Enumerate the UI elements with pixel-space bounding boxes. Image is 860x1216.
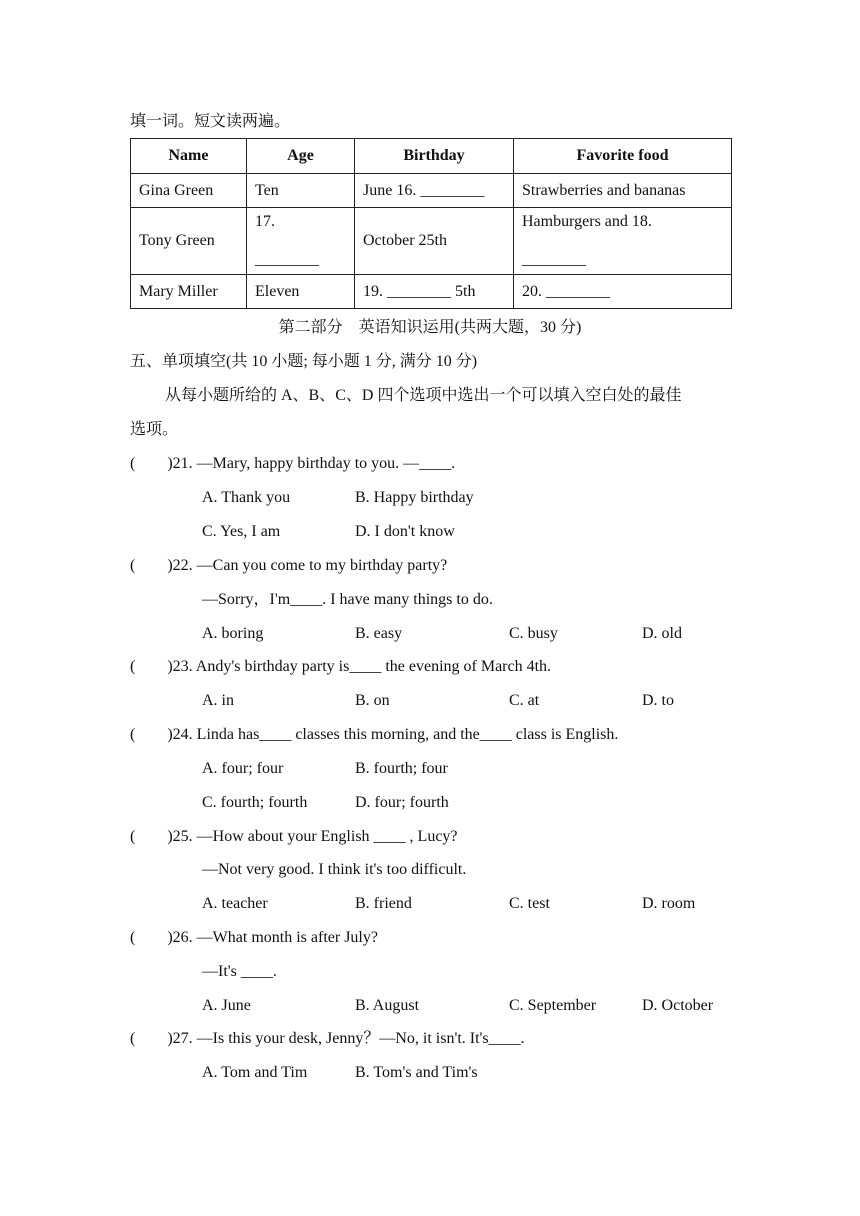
question-stem: 27. —Is this your desk, Jenny？—No, it isn't. It's____. (172, 1030, 525, 1047)
question-23 (130, 657, 551, 677)
option-d: D. room (642, 895, 696, 912)
cell (247, 208, 355, 275)
option-a: A. four; four (202, 760, 284, 777)
table-row (131, 174, 732, 208)
cell: Ten (247, 174, 355, 208)
option-a: A. teacher (202, 895, 268, 912)
answer-blank: ________ (522, 251, 586, 268)
header-age: Age (247, 139, 355, 174)
option-c: C. test (509, 895, 550, 912)
header-favorite-food: Favorite food (514, 139, 732, 174)
answer-paren: ( ) (130, 1030, 173, 1047)
option-d: D. I don't know (355, 523, 455, 540)
option-b: B. easy (355, 625, 403, 642)
option-b: B. August (355, 997, 420, 1014)
student-info-table (130, 138, 732, 309)
question-stem-reply: —Sorry，I'm____. I have many things to do. (202, 591, 493, 608)
option-b: B. Happy birthday (355, 489, 474, 506)
question-21 (130, 454, 455, 474)
answer-paren: ( ) (130, 455, 173, 472)
cell: Strawberries and bananas (514, 174, 732, 208)
option-c: C. September (509, 997, 597, 1014)
question-stem: 25. —How about your English ____ , Lucy? (172, 828, 458, 845)
cell-text: Hamburgers and 18. (522, 213, 652, 230)
intro-line: 填一词。短文读两遍。 (130, 113, 291, 130)
option-c: C. at (509, 692, 540, 709)
question-stem: 23. Andy's birthday party is____ the evening of March 4th. (172, 658, 552, 675)
question-25 (130, 827, 458, 847)
cell: Tony Green (131, 208, 247, 275)
question-26 (130, 928, 378, 948)
part-title: 第二部分 英语知识运用(共两大题，30 分) (278, 319, 582, 336)
header-name: Name (131, 139, 247, 174)
question-stem-reply: —It's ____. (202, 963, 277, 980)
instruction-line-1: 从每小题所给的 A、B、C、D 四个选项中选出一个可以填入空白处的最佳 (165, 387, 682, 404)
option-b: B. friend (355, 895, 412, 912)
option-b: B. fourth; four (355, 760, 448, 777)
option-d: D. old (642, 625, 682, 642)
option-d: D. October (642, 997, 714, 1014)
question-27 (130, 1029, 525, 1049)
option-b: B. Tom's and Tim's (355, 1064, 478, 1081)
table-header-row (131, 139, 732, 174)
question-stem: 24. Linda has____ classes this morning, and the____ class is English. (172, 726, 619, 743)
instruction-line-2: 选项。 (130, 421, 179, 438)
cell: Gina Green (131, 174, 247, 208)
cell-number: 17. (255, 213, 275, 230)
question-22 (130, 556, 447, 576)
answer-paren: ( ) (130, 658, 173, 675)
cell: October 25th (355, 208, 514, 275)
cell: Mary Miller (131, 275, 247, 309)
cell (514, 208, 732, 275)
question-stem: 26. —What month is after July? (172, 929, 378, 946)
option-c: C. busy (509, 625, 558, 642)
answer-paren: ( ) (130, 726, 173, 743)
option-a: A. Thank you (202, 489, 291, 506)
answer-paren: ( ) (130, 828, 173, 845)
question-stem: 21. —Mary, happy birthday to you. —____. (172, 455, 456, 472)
question-stem: 22. —Can you come to my birthday party? (172, 557, 448, 574)
option-d: D. to (642, 692, 674, 709)
option-a: A. in (202, 692, 234, 709)
option-b: B. on (355, 692, 390, 709)
table-row (131, 275, 732, 309)
answer-paren: ( ) (130, 557, 173, 574)
option-d: D. four; fourth (355, 794, 449, 811)
table-row (131, 208, 732, 275)
cell: 19. ________ 5th (355, 275, 514, 309)
option-a: A. Tom and Tim (202, 1064, 308, 1081)
question-stem-reply: —Not very good. I think it's too difficult. (202, 861, 467, 878)
option-a: A. boring (202, 625, 264, 642)
section-title: 五、单项填空(共 10 小题; 每小题 1 分, 满分 10 分) (130, 353, 478, 370)
answer-paren: ( ) (130, 929, 173, 946)
option-c: C. Yes, I am (202, 523, 281, 540)
option-a: A. June (202, 997, 251, 1014)
question-24 (130, 725, 618, 745)
cell: 20. ________ (514, 275, 732, 309)
option-c: C. fourth; fourth (202, 794, 308, 811)
cell: Eleven (247, 275, 355, 309)
cell: June 16. ________ (355, 174, 514, 208)
header-birthday: Birthday (355, 139, 514, 174)
answer-blank: ________ (255, 251, 319, 268)
